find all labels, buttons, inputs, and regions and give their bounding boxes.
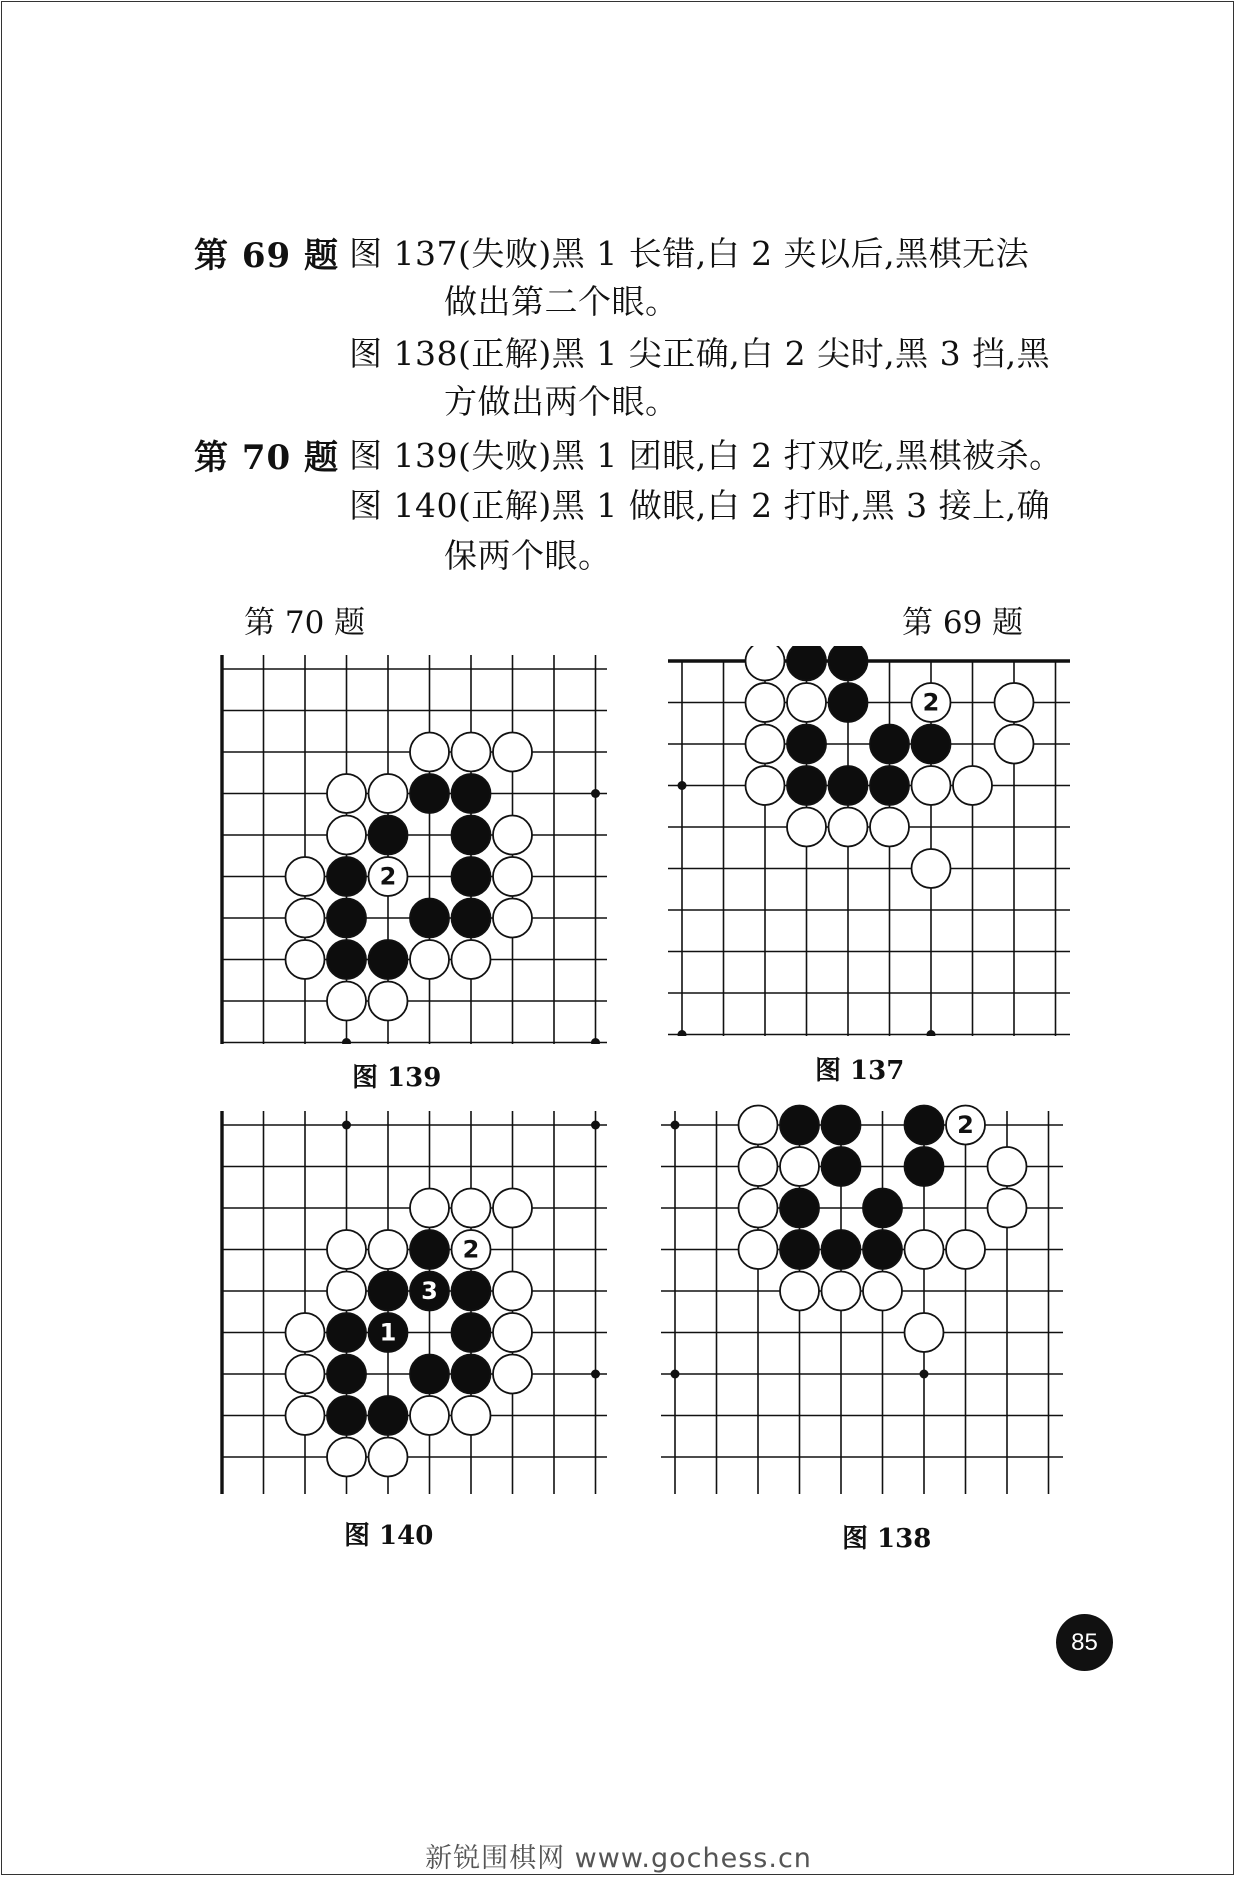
white-stone — [821, 1271, 860, 1310]
black-stone — [821, 1230, 860, 1269]
white-stone — [994, 724, 1033, 763]
white-stone — [946, 1230, 985, 1269]
white-stone — [911, 849, 950, 888]
problem-69-para-2-line-2: 方做出两个眼。 — [444, 382, 679, 421]
white-stone — [327, 981, 366, 1020]
white-stone — [987, 1188, 1026, 1227]
star-point — [591, 1370, 600, 1379]
white-stone — [410, 940, 449, 979]
problem-69-label: 第 69 题 — [194, 236, 339, 276]
white-stone — [285, 857, 324, 896]
black-stone — [821, 1105, 860, 1144]
white-stone — [451, 1188, 490, 1227]
black-stone — [451, 1271, 490, 1310]
white-stone — [828, 807, 867, 846]
problem-69-para-2-line-1: 图 138(正解)黑 1 尖正确,白 2 尖时,黑 3 挡,黑 — [349, 334, 1051, 373]
black-stone — [821, 1147, 860, 1186]
black-stone — [327, 898, 366, 937]
black-stone — [410, 1354, 449, 1393]
black-stone — [787, 766, 826, 805]
black-stone — [368, 815, 407, 854]
white-stone — [493, 1188, 532, 1227]
black-stone — [327, 1354, 366, 1393]
black-stone — [451, 857, 490, 896]
white-stone — [953, 766, 992, 805]
black-stone — [451, 898, 490, 937]
white-stone — [285, 1313, 324, 1352]
move-number-label: 2 — [922, 688, 940, 717]
white-stone — [787, 807, 826, 846]
white-stone — [493, 857, 532, 896]
white-stone — [493, 1354, 532, 1393]
black-stone — [828, 646, 867, 681]
black-stone — [327, 940, 366, 979]
white-stone — [911, 766, 950, 805]
white-stone — [493, 815, 532, 854]
white-stone — [327, 1437, 366, 1476]
caption-fig-139: 图 139 — [352, 1063, 442, 1093]
black-stone — [368, 1396, 407, 1435]
white-stone — [738, 1147, 777, 1186]
black-stone — [327, 1313, 366, 1352]
white-stone — [904, 1313, 943, 1352]
black-stone — [451, 774, 490, 813]
white-stone — [368, 981, 407, 1020]
star-point — [671, 1370, 680, 1379]
white-stone — [994, 683, 1033, 722]
black-stone — [828, 683, 867, 722]
white-stone — [368, 774, 407, 813]
black-stone — [368, 940, 407, 979]
black-stone — [451, 815, 490, 854]
star-point — [678, 1030, 687, 1036]
white-stone — [780, 1147, 819, 1186]
diagram-heading-right: 第 69 题 — [902, 605, 1024, 641]
caption-fig-140: 图 140 — [344, 1521, 434, 1551]
white-stone — [327, 815, 366, 854]
black-stone — [870, 724, 909, 763]
white-stone — [870, 807, 909, 846]
white-stone — [738, 1188, 777, 1227]
black-stone — [787, 724, 826, 763]
white-stone — [787, 683, 826, 722]
white-stone — [780, 1271, 819, 1310]
board-grid — [222, 655, 607, 1044]
white-stone — [745, 646, 784, 681]
white-stone — [738, 1230, 777, 1269]
star-point — [678, 781, 687, 790]
white-stone — [745, 724, 784, 763]
black-stone — [451, 1313, 490, 1352]
white-stone — [904, 1230, 943, 1269]
go-board-fig-138 — [655, 1098, 1063, 1494]
white-stone — [285, 1396, 324, 1435]
black-stone — [780, 1230, 819, 1269]
black-stone — [863, 1230, 902, 1269]
white-stone — [451, 1396, 490, 1435]
white-stone — [410, 1188, 449, 1227]
diagram-heading-left: 第 70 题 — [244, 605, 366, 641]
star-point — [342, 1121, 351, 1130]
black-stone — [828, 766, 867, 805]
white-stone — [493, 732, 532, 771]
white-stone — [745, 766, 784, 805]
black-stone — [410, 898, 449, 937]
star-point — [671, 1121, 680, 1130]
move-number-label: 3 — [421, 1277, 438, 1305]
white-stone — [368, 1230, 407, 1269]
black-stone — [780, 1188, 819, 1227]
white-stone — [327, 774, 366, 813]
white-stone — [327, 1271, 366, 1310]
star-point — [927, 1030, 936, 1036]
white-stone — [987, 1147, 1026, 1186]
white-stone — [410, 1396, 449, 1435]
move-number-label: 2 — [462, 1235, 480, 1264]
problem-70-para-2-line-1: 图 140(正解)黑 1 做眼,白 2 打时,黑 3 接上,确 — [349, 486, 1051, 525]
black-stone — [911, 724, 950, 763]
move-number-label: 2 — [957, 1111, 974, 1139]
white-stone — [493, 1271, 532, 1310]
white-stone — [285, 940, 324, 979]
star-point — [342, 1038, 351, 1044]
black-stone — [410, 774, 449, 813]
black-stone — [451, 1354, 490, 1393]
page-number: 85 — [1056, 1614, 1113, 1671]
star-point — [591, 1038, 600, 1044]
black-stone — [870, 766, 909, 805]
move-number-label: 1 — [379, 1318, 397, 1347]
black-stone — [904, 1147, 943, 1186]
black-stone — [327, 1396, 366, 1435]
black-stone — [904, 1105, 943, 1144]
problem-69-para-1-line-2: 做出第二个眼。 — [444, 282, 679, 321]
site-watermark: 新锐围棋网 www.gochess.cn — [425, 1843, 812, 1874]
black-stone — [327, 857, 366, 896]
white-stone — [285, 898, 324, 937]
white-stone — [410, 732, 449, 771]
move-number-label: 2 — [379, 862, 397, 891]
problem-70-para-1-line-1: 图 139(失败)黑 1 团眼,白 2 打双吃,黑棋被杀。 — [349, 436, 1063, 475]
white-stone — [327, 1230, 366, 1269]
black-stone — [780, 1105, 819, 1144]
white-stone — [451, 732, 490, 771]
go-board-fig-137 — [662, 646, 1070, 1036]
star-point — [920, 1370, 929, 1379]
white-stone — [738, 1105, 777, 1144]
white-stone — [745, 683, 784, 722]
black-stone — [368, 1271, 407, 1310]
white-stone — [863, 1271, 902, 1310]
go-board-fig-139 — [202, 654, 607, 1044]
white-stone — [493, 898, 532, 937]
black-stone — [863, 1188, 902, 1227]
black-stone — [787, 646, 826, 681]
white-stone — [451, 940, 490, 979]
white-stone — [493, 1313, 532, 1352]
problem-70-para-2-line-2: 保两个眼。 — [444, 536, 612, 575]
white-stone — [285, 1354, 324, 1393]
white-stone — [368, 1437, 407, 1476]
problem-69-para-1-line-1: 图 137(失败)黑 1 长错,白 2 夹以后,黑棋无法 — [349, 234, 1030, 273]
star-point — [591, 1121, 600, 1130]
caption-fig-138: 图 138 — [842, 1524, 932, 1554]
caption-fig-137: 图 137 — [815, 1056, 905, 1086]
go-board-fig-140 — [202, 1098, 607, 1494]
black-stone — [410, 1230, 449, 1269]
star-point — [591, 789, 600, 798]
problem-70-label: 第 70 题 — [194, 438, 339, 478]
